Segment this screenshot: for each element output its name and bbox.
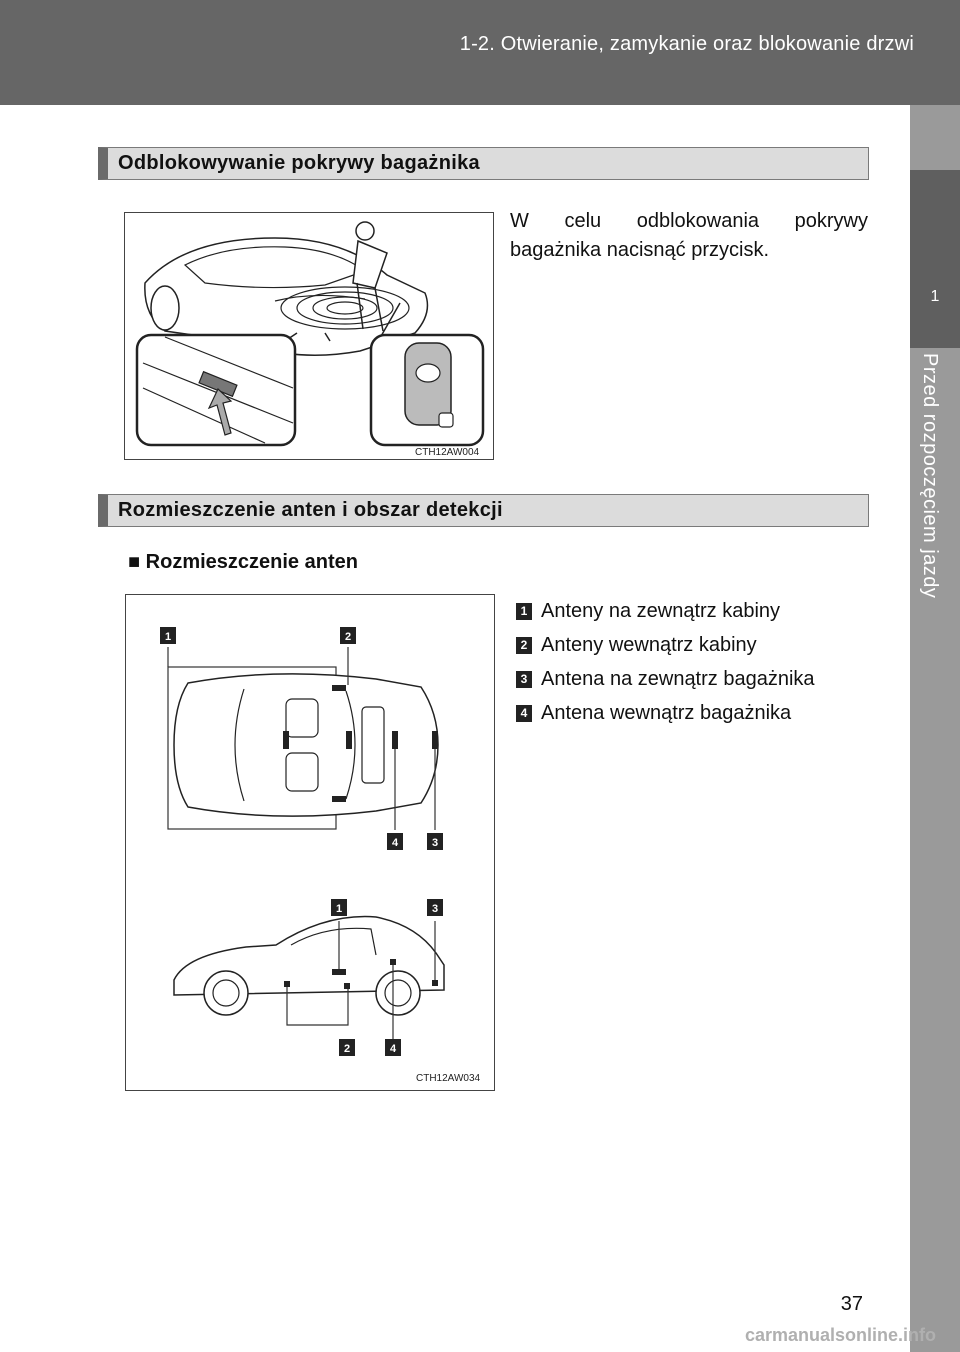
antenna-layout-figure (125, 594, 495, 1091)
legend-item (516, 696, 815, 730)
chapter-title: 1-2. Otwieranie, zamykanie oraz blokowanie drzwi (459, 33, 914, 55)
trunk-unlock-instruction: W celu odblokowania pokrywy bagażnika nacisnąć przycisk. (510, 210, 868, 261)
svg-text:4: 4 (391, 837, 399, 849)
legend-item (516, 628, 815, 662)
chapter-side-tab (910, 105, 960, 1352)
svg-text:3: 3 (431, 837, 439, 849)
legend-number-badge: 3 (516, 671, 532, 688)
legend-item (516, 662, 815, 696)
antenna-layout-illustration (126, 595, 494, 1090)
legend-number-badge: 1 (516, 603, 532, 620)
section-title-antenna-location: Rozmieszczenie anten i obszar detekcji (98, 494, 869, 527)
page-number: 37 (840, 1293, 863, 1315)
trunk-unlock-illustration (125, 213, 493, 459)
header-band (0, 0, 960, 105)
legend-text: Antena wewnątrz bagażnika (541, 701, 792, 724)
antenna-legend (516, 594, 815, 730)
chapter-number: 1 (930, 288, 940, 305)
svg-text:2: 2 (344, 631, 352, 643)
figure-code-2: CTH12AW034 (416, 1073, 481, 1084)
svg-text:1: 1 (164, 631, 172, 643)
legend-text: Antena na zewnątrz bagażnika (541, 667, 815, 690)
trunk-unlock-figure (124, 212, 494, 460)
section-title-trunk-unlock: Odblokowywanie pokrywy bagażnika (98, 147, 869, 180)
subheading-text: Rozmieszczenie anten (145, 551, 358, 573)
svg-text:2: 2 (343, 1043, 351, 1055)
legend-number-badge: 2 (516, 637, 532, 654)
chapter-tab-marker (910, 170, 960, 348)
chapter-vertical-title: Przed rozpoczęciem jazdy (919, 353, 941, 599)
legend-text: Anteny na zewnątrz kabiny (541, 599, 781, 622)
watermark: carmanualsonline.info (744, 1325, 936, 1345)
figure-code-1: CTH12AW004 (415, 447, 480, 458)
legend-number-badge: 4 (516, 705, 532, 722)
svg-text:3: 3 (431, 903, 439, 915)
legend-text: Anteny wewnątrz kabiny (541, 633, 757, 656)
subheading-antenna-location (128, 551, 358, 574)
bullet-square-icon: ■ (128, 551, 141, 573)
legend-item (516, 594, 815, 628)
svg-text:4: 4 (389, 1043, 397, 1055)
svg-text:1: 1 (335, 903, 343, 915)
